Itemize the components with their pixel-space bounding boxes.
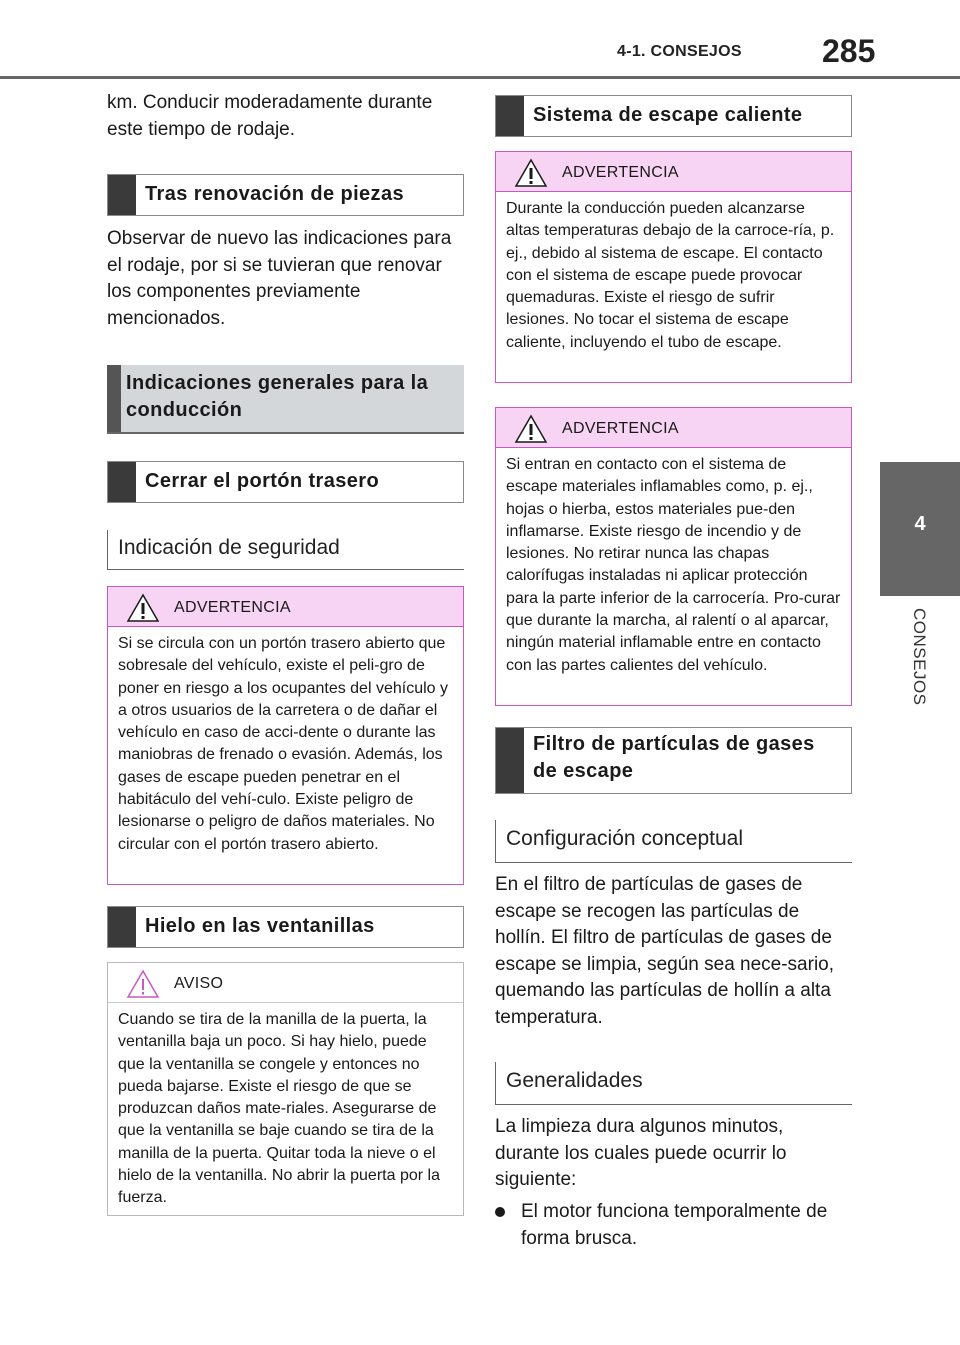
subheading-seguridad — [107, 530, 464, 570]
configuracion-paragraph: En el filtro de partículas de gases de escape se recogen las partículas de hollín. El filtro de partículas de gases de escape se limpia, según sea nece-sario, quemando las partículas de hollín a alta temperatura. — [495, 874, 835, 1028]
notice-header — [108, 963, 463, 1003]
heading-text: Cerrar el portón trasero — [145, 470, 380, 492]
warning-triangle-icon — [514, 158, 548, 188]
heading-bar — [496, 96, 524, 136]
heading-bar — [496, 728, 524, 793]
warning-header — [496, 408, 851, 448]
chapter-label: CONSEJOS — [910, 608, 929, 706]
warning-title: ADVERTENCIA — [174, 599, 291, 616]
renovacion-paragraph: Observar de nuevo las indicaciones para el rodaje, por si se tuvieran que renovar los componentes previamente mencionados. — [107, 228, 452, 329]
heading-text: Filtro de partículas de gases de escape — [533, 733, 815, 782]
section-heading-filtro — [495, 727, 852, 794]
bullet-text: El motor funciona temporalmente de forma brusca. — [521, 1201, 828, 1249]
heading-bar — [107, 365, 121, 432]
warning-box-inflamables — [495, 407, 852, 706]
warning-box-escape — [495, 151, 852, 383]
subheading-text: Generalidades — [506, 1069, 643, 1092]
section-heading-hielo — [107, 906, 464, 948]
subheading-generalidades — [495, 1062, 852, 1105]
generalidades-paragraph: La limpieza dura algunos minutos, durante los cuales puede ocurrir lo siguiente: — [495, 1116, 787, 1191]
warning-header — [108, 587, 463, 627]
warning-triangle-icon — [126, 593, 160, 623]
heading-text: Tras renovación de piezas — [145, 183, 404, 205]
warning-title: ADVERTENCIA — [562, 164, 679, 181]
notice-title: AVISO — [174, 975, 224, 992]
warning-triangle-icon — [514, 414, 548, 444]
subheading-text: Configuración conceptual — [506, 827, 743, 850]
header-rule — [0, 76, 960, 79]
heading-text: Indicaciones generales para la conducción — [126, 372, 429, 421]
intro-paragraph: km. Conducir moderadamente durante este tiempo de rodaje. — [107, 92, 433, 140]
notice-box-hielo — [107, 962, 464, 1216]
bullet-item — [495, 1199, 852, 1252]
heading-text: Sistema de escape caliente — [533, 104, 803, 126]
caution-triangle-icon — [126, 969, 160, 999]
chapter-number: 4 — [914, 513, 926, 535]
section-heading-escape — [495, 95, 852, 137]
section-heading-renovacion — [107, 174, 464, 216]
section-heading-indicaciones — [107, 365, 464, 434]
section-title: 4-1. CONSEJOS — [617, 43, 742, 60]
warning-box-porton — [107, 586, 464, 885]
heading-bar — [108, 462, 136, 502]
heading-bar — [108, 175, 136, 215]
bullet-dot-icon — [495, 1207, 505, 1217]
notice-text: Cuando se tira de la manilla de la puerta, la ventanilla baja un poco. Si hay hielo, puede que la ventanilla se congele y entonces no pueda bajarse. Existe el riesgo de que se produzcan daños mate-riales. Asegurarse de que la ventanilla se baje cuando se tira de la manilla de la puerta. Quitar toda la nieve o el hielo de la ventanilla. No abrir la puerta por la fuerza. — [118, 1011, 440, 1207]
section-heading-porton — [107, 461, 464, 503]
warning-text: Si se circula con un portón trasero abierto que sobresale del vehículo, existe el peli-gro de poner en riesgo a los ocupantes del vehículo y a otros usuarios de la carretera o de dañar el vehículo en caso de acci-dente o durante las maniobras de frenado o evasión. Además, los gases de escape pueden penetrar en el habitáculo del vehí-culo. Existe peligro de lesionarse o peligro de daños materiales. No circular con el portón trasero abierto. — [118, 635, 448, 853]
subheading-text: Indicación de seguridad — [118, 536, 340, 559]
warning-title: ADVERTENCIA — [562, 420, 679, 437]
heading-bar — [108, 907, 136, 947]
warning-header — [496, 152, 851, 192]
page-number: 285 — [822, 33, 876, 69]
heading-text: Hielo en las ventanillas — [145, 915, 375, 937]
warning-text: Si entran en contacto con el sistema de escape materiales inflamables como, p. ej., hojas o hierba, estos materiales pue-den inflamarse. Existe riesgo de incendio y de lesiones. No retirar nunca las chapas calorífugas instaladas ni aplicar protección para la parte inferior de la carrocería. Pro-curar que durante la marcha, al ralentí o al aparcar, ningún material inflamable entre en contacto con las partes calientes del vehículo. — [506, 456, 841, 674]
subheading-configuracion — [495, 820, 852, 863]
warning-text: Durante la conducción pueden alcanzarse altas temperaturas debajo de la carroce-ría, p. ej., debido al sistema de escape. El contacto con el sistema de escape puede provocar quemaduras. Existe el riesgo de sufrir lesiones. No tocar el sistema de escape caliente, incluyendo el tubo de escape. — [506, 200, 835, 351]
